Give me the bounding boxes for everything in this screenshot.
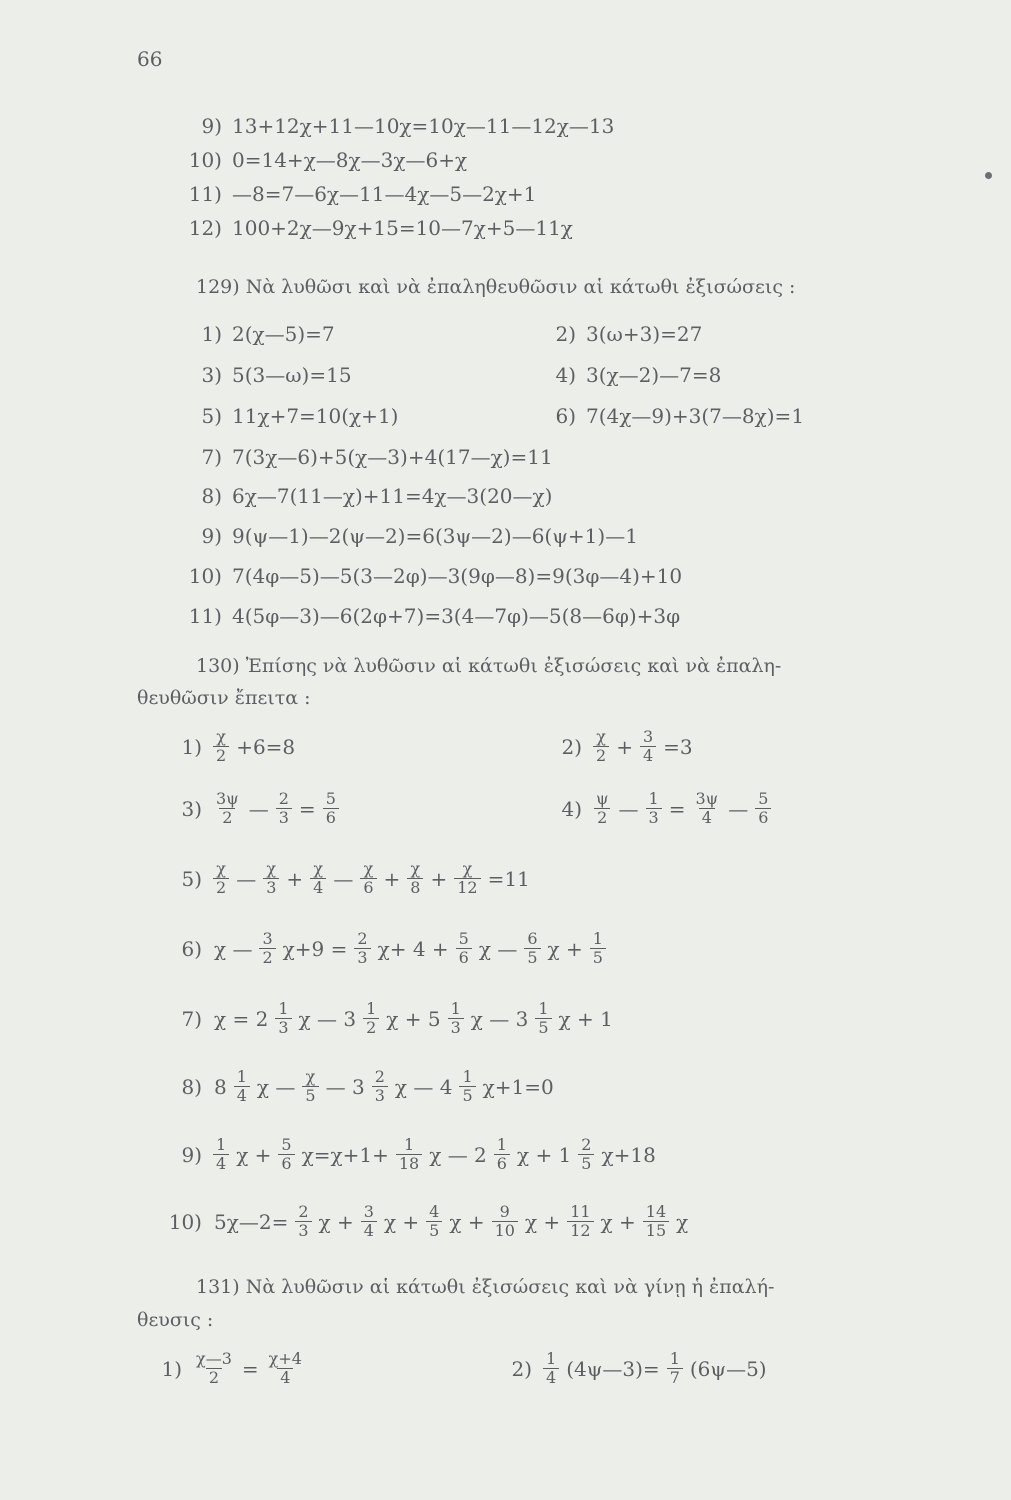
denominator: 6 [494, 1154, 510, 1173]
fraction [263, 860, 279, 897]
numerator: 6 [527, 929, 538, 948]
denominator: 4 [640, 746, 656, 765]
fraction [524, 930, 540, 967]
numerator: χ [363, 859, 374, 878]
fraction [276, 790, 292, 827]
fraction [213, 860, 229, 897]
fraction [266, 1350, 305, 1387]
equation-number: 8) [181, 1074, 202, 1099]
fraction [278, 1136, 294, 1173]
fraction [578, 1136, 594, 1173]
equation-item: 4) 3(χ—2)—7=8 [555, 363, 722, 387]
numerator: χ—3 [196, 1349, 232, 1368]
fraction [259, 930, 275, 967]
denominator: 4 [234, 1086, 250, 1105]
fraction [593, 728, 609, 765]
equation-text: χ + 1 [558, 1006, 613, 1031]
fraction [295, 1203, 311, 1240]
equation-text: = [298, 796, 316, 821]
numerator: 3ψ [695, 789, 719, 808]
denominator: 6 [278, 1154, 294, 1173]
equation-item: 7) 7(3χ—6)+5(χ—3)+4(17—χ)=11 [201, 445, 553, 469]
fraction-equation [140, 1350, 308, 1387]
fraction [363, 1000, 379, 1037]
equation-line: 11) —8=7—6χ—11—4χ—5—2χ+1 [188, 182, 537, 206]
fraction [213, 728, 229, 765]
numerator: χ [216, 859, 226, 878]
fraction [459, 1068, 475, 1105]
equation-item: 1) 2(χ—5)=7 [201, 322, 335, 346]
fraction [492, 1203, 518, 1240]
fraction [590, 930, 606, 967]
equation-number: 2) [511, 1356, 532, 1381]
numerator: 1 [648, 789, 659, 808]
fraction [494, 1136, 510, 1173]
numerator: 1 [462, 1067, 473, 1086]
fraction [755, 790, 771, 827]
fraction [456, 930, 472, 967]
numerator: 2 [278, 789, 289, 808]
equation-line: 10) 0=14+χ—8χ—3χ—6+χ [188, 148, 468, 172]
problem-130-heading-cont: θευθῶσιν ἔπειτα : [137, 687, 311, 709]
equation-text: χ + [383, 1209, 420, 1234]
denominator: 18 [396, 1154, 422, 1173]
fraction [593, 790, 612, 827]
equation-text: χ+ 4 + [377, 936, 449, 961]
equation-text: 5χ—2= [214, 1209, 289, 1234]
equation-text: χ — [214, 936, 253, 961]
numerator: 3 [363, 1202, 374, 1221]
numerator: χ [216, 727, 226, 746]
equation-text: χ+1=0 [482, 1074, 554, 1099]
denominator: 3 [263, 878, 279, 897]
equation-number: 5) [181, 866, 202, 891]
equation-text: (6ψ—5) [689, 1356, 767, 1381]
numerator: 2 [357, 929, 368, 948]
fraction-equation [140, 1203, 692, 1240]
fraction-equation [140, 860, 534, 897]
fraction [213, 1136, 229, 1173]
equation-text: + [383, 866, 401, 891]
numerator: 1 [403, 1135, 415, 1154]
fraction [360, 860, 376, 897]
equation-number: 10) [168, 1209, 202, 1234]
numerator: 11 [570, 1202, 591, 1221]
problem-130-heading: 130) Ἐπίσης νὰ λυθῶσιν αἱ κάτωθι ἐξισώσεις καὶ νὰ ἐπαλη- [196, 655, 782, 677]
denominator: 2 [213, 878, 229, 897]
equation-text: — [236, 866, 257, 891]
equation-text: χ — [478, 936, 518, 961]
fraction-equation [140, 1000, 617, 1037]
denominator: 5 [302, 1086, 318, 1105]
fraction [193, 1350, 235, 1387]
fraction-equation [140, 790, 342, 827]
equation-text: + [616, 734, 633, 759]
equation-text: 8 [214, 1074, 227, 1099]
equation-number: 4) [561, 796, 582, 821]
equation-text: χ+18 [601, 1142, 656, 1167]
numerator: χ [462, 859, 473, 878]
denominator: 2 [213, 746, 229, 765]
equation-item: 10) 7(4φ—5)—5(3—2φ)—3(9φ—8)=9(3φ—4)+10 [188, 564, 683, 588]
ink-spot [985, 172, 992, 179]
denominator: 3 [372, 1086, 388, 1105]
denominator: 12 [454, 878, 480, 897]
fraction-equation [140, 930, 609, 967]
denominator: 4 [543, 1368, 559, 1387]
numerator: χ [410, 859, 421, 878]
equation-text: = [668, 796, 686, 821]
equation-item: 9) 9(ψ—1)—2(ψ—2)=6(3ψ—2)—6(ψ+1)—1 [201, 524, 638, 548]
fraction [567, 1203, 593, 1240]
equation-item: 6) 7(4χ—9)+3(7—8χ)=1 [555, 404, 805, 428]
equation-text: χ + [449, 1209, 485, 1234]
denominator: 12 [567, 1221, 593, 1240]
denominator: 7 [667, 1368, 683, 1387]
fraction [454, 860, 480, 897]
equation-text: χ=χ+1+ [301, 1142, 389, 1167]
denominator: 5 [578, 1154, 594, 1173]
denominator: 4 [213, 1154, 229, 1173]
fraction [372, 1068, 388, 1105]
numerator: 3 [642, 727, 654, 746]
fraction [426, 1203, 442, 1240]
equation-text: χ+9 = [282, 936, 348, 961]
denominator: 6 [456, 948, 472, 967]
numerator: 3ψ [216, 789, 239, 808]
fraction-equation [140, 1068, 558, 1105]
fraction [693, 790, 722, 827]
denominator: 4 [277, 1368, 293, 1387]
equation-text: — [728, 796, 749, 821]
denominator: 6 [755, 808, 771, 827]
equation-text: χ — 4 [394, 1074, 453, 1099]
numerator: χ [266, 859, 277, 878]
denominator: 3 [354, 948, 370, 967]
numerator: 1 [450, 999, 461, 1018]
problem-131-heading: 131) Νὰ λυθῶσιν αἱ κάτωθι ἐξισώσεις καὶ νὰ γίνῃ ἡ ἐπαλή- [196, 1276, 775, 1298]
equation-number: 9) [181, 1142, 202, 1167]
equation-text: — [248, 796, 269, 821]
equation-text: χ + [600, 1209, 636, 1234]
equation-number: 7) [181, 1006, 202, 1031]
denominator: 2 [206, 1368, 222, 1387]
denominator: 5 [535, 1018, 551, 1037]
equation-text: + [286, 866, 304, 891]
equation-text: + [430, 866, 448, 891]
equation-text: χ + [547, 936, 583, 961]
numerator: 1 [236, 1067, 247, 1086]
fraction [302, 1068, 318, 1105]
equation-text: +6=8 [236, 734, 296, 759]
denominator: 15 [643, 1221, 669, 1240]
equation-text: χ — 3 [470, 1006, 529, 1031]
denominator: 4 [699, 808, 715, 827]
numerator: 1 [669, 1349, 680, 1368]
fraction [354, 930, 370, 967]
equation-text: — [618, 796, 639, 821]
numerator: 1 [546, 1349, 557, 1368]
numerator: 1 [366, 999, 377, 1018]
equation-text: χ — 3 [298, 1006, 357, 1031]
equation-line: 9) 13+12χ+11—10χ=10χ—11—12χ—13 [201, 114, 615, 138]
equation-text: (4ψ—3)= [566, 1356, 660, 1381]
denominator: 5 [590, 948, 606, 967]
numerator: χ+4 [268, 1349, 302, 1368]
numerator: 1 [592, 929, 603, 948]
equation-item: 8) 6χ—7(11—χ)+11=4χ—3(20—χ) [201, 484, 553, 508]
denominator: 10 [492, 1221, 518, 1240]
denominator: 6 [323, 808, 339, 827]
equation-item: 2) 3(ω+3)=27 [555, 322, 703, 346]
denominator: 2 [219, 808, 235, 827]
numerator: 3 [262, 929, 273, 948]
numerator: χ [596, 727, 606, 746]
denominator: 3 [448, 1018, 464, 1037]
fraction [667, 1350, 683, 1387]
numerator: ψ [596, 789, 609, 808]
denominator: 3 [295, 1221, 311, 1240]
denominator: 4 [361, 1221, 377, 1240]
numerator: 5 [325, 789, 336, 808]
numerator: 9 [499, 1202, 510, 1221]
denominator: 2 [259, 948, 275, 967]
denominator: 2 [363, 1018, 379, 1037]
denominator: 5 [459, 1086, 475, 1105]
fraction [275, 1000, 291, 1037]
equation-item: 3) 5(3—ω)=15 [201, 363, 352, 387]
numerator: 5 [458, 929, 469, 948]
equation-number: 3) [181, 796, 202, 821]
fraction-equation [490, 1350, 771, 1387]
fraction [543, 1350, 559, 1387]
equation-text: — 3 [325, 1074, 365, 1099]
fraction-equation [140, 1136, 660, 1173]
numerator: 4 [429, 1202, 440, 1221]
fraction [234, 1068, 250, 1105]
fraction [407, 860, 423, 897]
equation-text: χ — [256, 1074, 296, 1099]
problem-129-heading: 129) Νὰ λυθῶσι καὶ νὰ ἐπαληθευθῶσιν αἱ κάτωθι ἐξισώσεις : [196, 276, 796, 298]
denominator: 5 [426, 1221, 442, 1240]
equation-text: χ + [236, 1142, 272, 1167]
fraction [640, 728, 656, 765]
denominator: 5 [524, 948, 540, 967]
denominator: 8 [407, 878, 423, 897]
page-number: 66 [137, 47, 163, 71]
denominator: 3 [276, 808, 292, 827]
equation-text: =3 [663, 734, 693, 759]
numerator: 2 [581, 1135, 592, 1154]
equation-item: 11) 4(5φ—3)—6(2φ+7)=3(4—7φ)—5(8—6φ)+3φ [188, 604, 681, 628]
numerator: 1 [496, 1135, 507, 1154]
numerator: 1 [538, 999, 549, 1018]
equation-text: χ + 1 [516, 1142, 572, 1167]
numerator: 2 [374, 1067, 385, 1086]
equation-text: χ — 2 [429, 1142, 487, 1167]
numerator: χ [305, 1067, 316, 1086]
equation-text: χ = 2 [214, 1006, 269, 1031]
fraction [448, 1000, 464, 1037]
fraction [643, 1203, 669, 1240]
numerator: 1 [278, 999, 289, 1018]
fraction [535, 1000, 551, 1037]
denominator: 6 [360, 878, 376, 897]
problem-131-heading-cont: θευσις : [137, 1309, 214, 1331]
fraction [310, 860, 326, 897]
equation-text: — [333, 866, 354, 891]
numerator: 5 [758, 789, 769, 808]
equation-number: 1) [161, 1356, 182, 1381]
numerator: χ [313, 859, 324, 878]
denominator: 2 [594, 808, 610, 827]
fraction-equation [540, 790, 774, 827]
equation-text: =11 [487, 866, 530, 891]
fraction [323, 790, 339, 827]
denominator: 3 [275, 1018, 291, 1037]
equation-line: 12) 100+2χ—9χ+15=10—7χ+5—11χ [188, 216, 573, 240]
equation-text: χ + 5 [386, 1006, 441, 1031]
equation-text: χ + [318, 1209, 354, 1234]
equation-number: 1) [181, 734, 202, 759]
denominator: 3 [646, 808, 662, 827]
fraction [213, 790, 242, 827]
numerator: 2 [298, 1202, 309, 1221]
fraction-equation [540, 728, 697, 765]
fraction [646, 790, 662, 827]
fraction-equation [140, 728, 299, 765]
equation-number: 6) [181, 936, 202, 961]
numerator: 1 [216, 1135, 227, 1154]
denominator: 2 [593, 746, 609, 765]
denominator: 4 [310, 878, 326, 897]
fraction [361, 1203, 377, 1240]
numerator: 5 [281, 1135, 292, 1154]
equation-item: 5) 11χ+7=10(χ+1) [201, 404, 399, 428]
equation-text: χ [676, 1209, 689, 1234]
equation-number: 2) [561, 734, 582, 759]
fraction [396, 1136, 422, 1173]
numerator: 14 [645, 1202, 667, 1221]
equation-text: = [241, 1356, 259, 1381]
equation-text: χ + [524, 1209, 561, 1234]
